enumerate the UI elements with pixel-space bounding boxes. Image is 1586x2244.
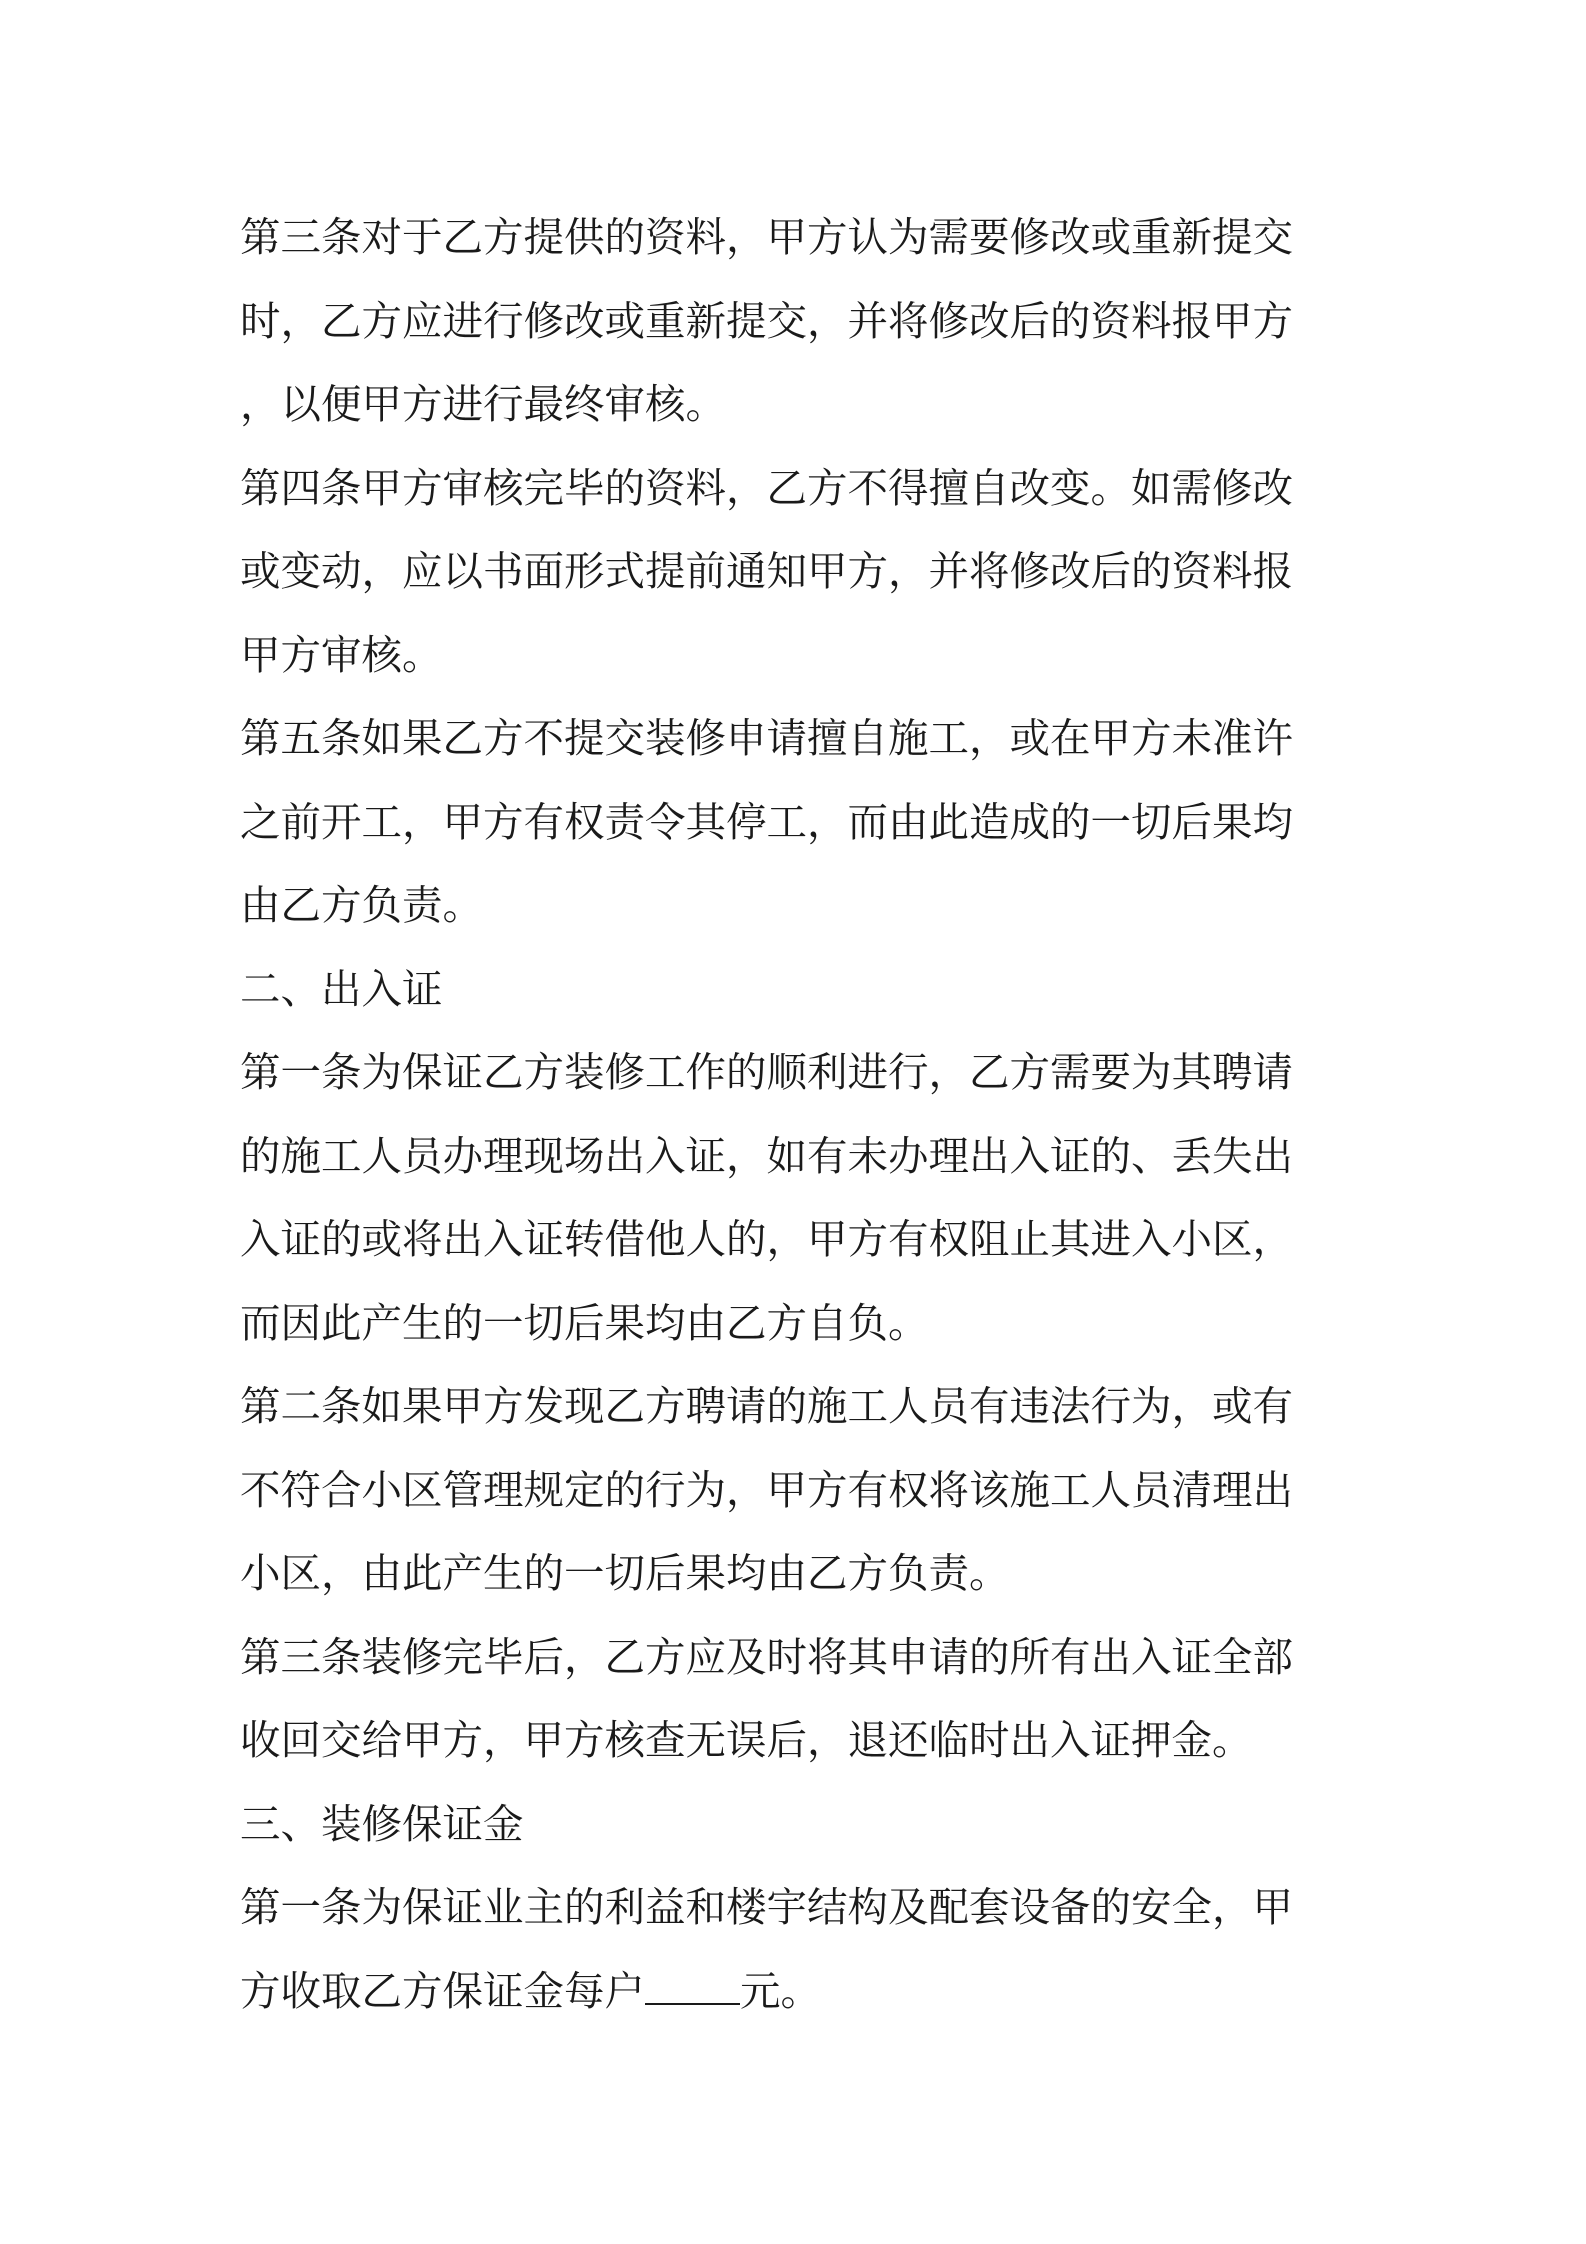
section-heading: 三、装修保证金 [240,1799,524,1848]
text-line: 由乙方负责。 [240,881,483,929]
text-line: 第四条甲方审核完毕的资料，乙方不得擅自改变。如需修改 [240,463,1293,512]
text-line: ，以便甲方进行最终审核。 [240,380,726,428]
document-body [240,196,1365,2033]
text-line: 的施工人员办理现场出入证，如有未办理出入证的、丢失出 [240,1131,1293,1180]
text-line: 第一条为保证业主的利益和楼宇结构及配套设备的安全，甲 [240,1883,1293,1931]
text-line: 之前开工，甲方有权责令其停工，而由此造成的一切后果均 [240,797,1293,846]
text-line-last [240,1950,1365,2034]
text-line: 收回交给甲方，甲方核查无误后，退还临时出入证押金。 [240,1716,1253,1764]
text-line: 小区，由此产生的一切后果均由乙方负责。 [240,1549,1010,1597]
text-line: 而因此产生的一切后果均由乙方自负。 [240,1298,929,1347]
text-line: 第三条装修完毕后，乙方应及时将其申请的所有出入证全部 [240,1632,1293,1681]
last-line-suffix: 元。 [740,1966,821,2015]
text-line: 第三条对于乙方提供的资料，甲方认为需要修改或重新提交 [240,213,1293,261]
text-line: 或变动，应以书面形式提前通知甲方，并将修改后的资料报 [240,547,1293,595]
text-line: 不符合小区管理规定的行为，甲方有权将该施工人员清理出 [240,1465,1293,1514]
section-heading: 二、出入证 [240,964,443,1013]
last-line-prefix: 方收取乙方保证金每户 [240,1966,645,2015]
text-line: 第一条为保证乙方装修工作的顺利进行，乙方需要为其聘请 [240,1048,1293,1096]
text-line: 第二条如果甲方发现乙方聘请的施工人员有违法行为，或有 [240,1382,1293,1430]
text-line: 入证的或将出入证转借他人的，甲方有权阻止其进入小区， [240,1215,1293,1263]
text-line: 甲方审核。 [240,630,443,679]
fill-in-blank [645,1967,740,2005]
text-line: 第五条如果乙方不提交装修申请擅自施工，或在甲方未准许 [240,714,1293,762]
text-line: 时，乙方应进行修改或重新提交，并将修改后的资料报甲方 [240,296,1293,345]
